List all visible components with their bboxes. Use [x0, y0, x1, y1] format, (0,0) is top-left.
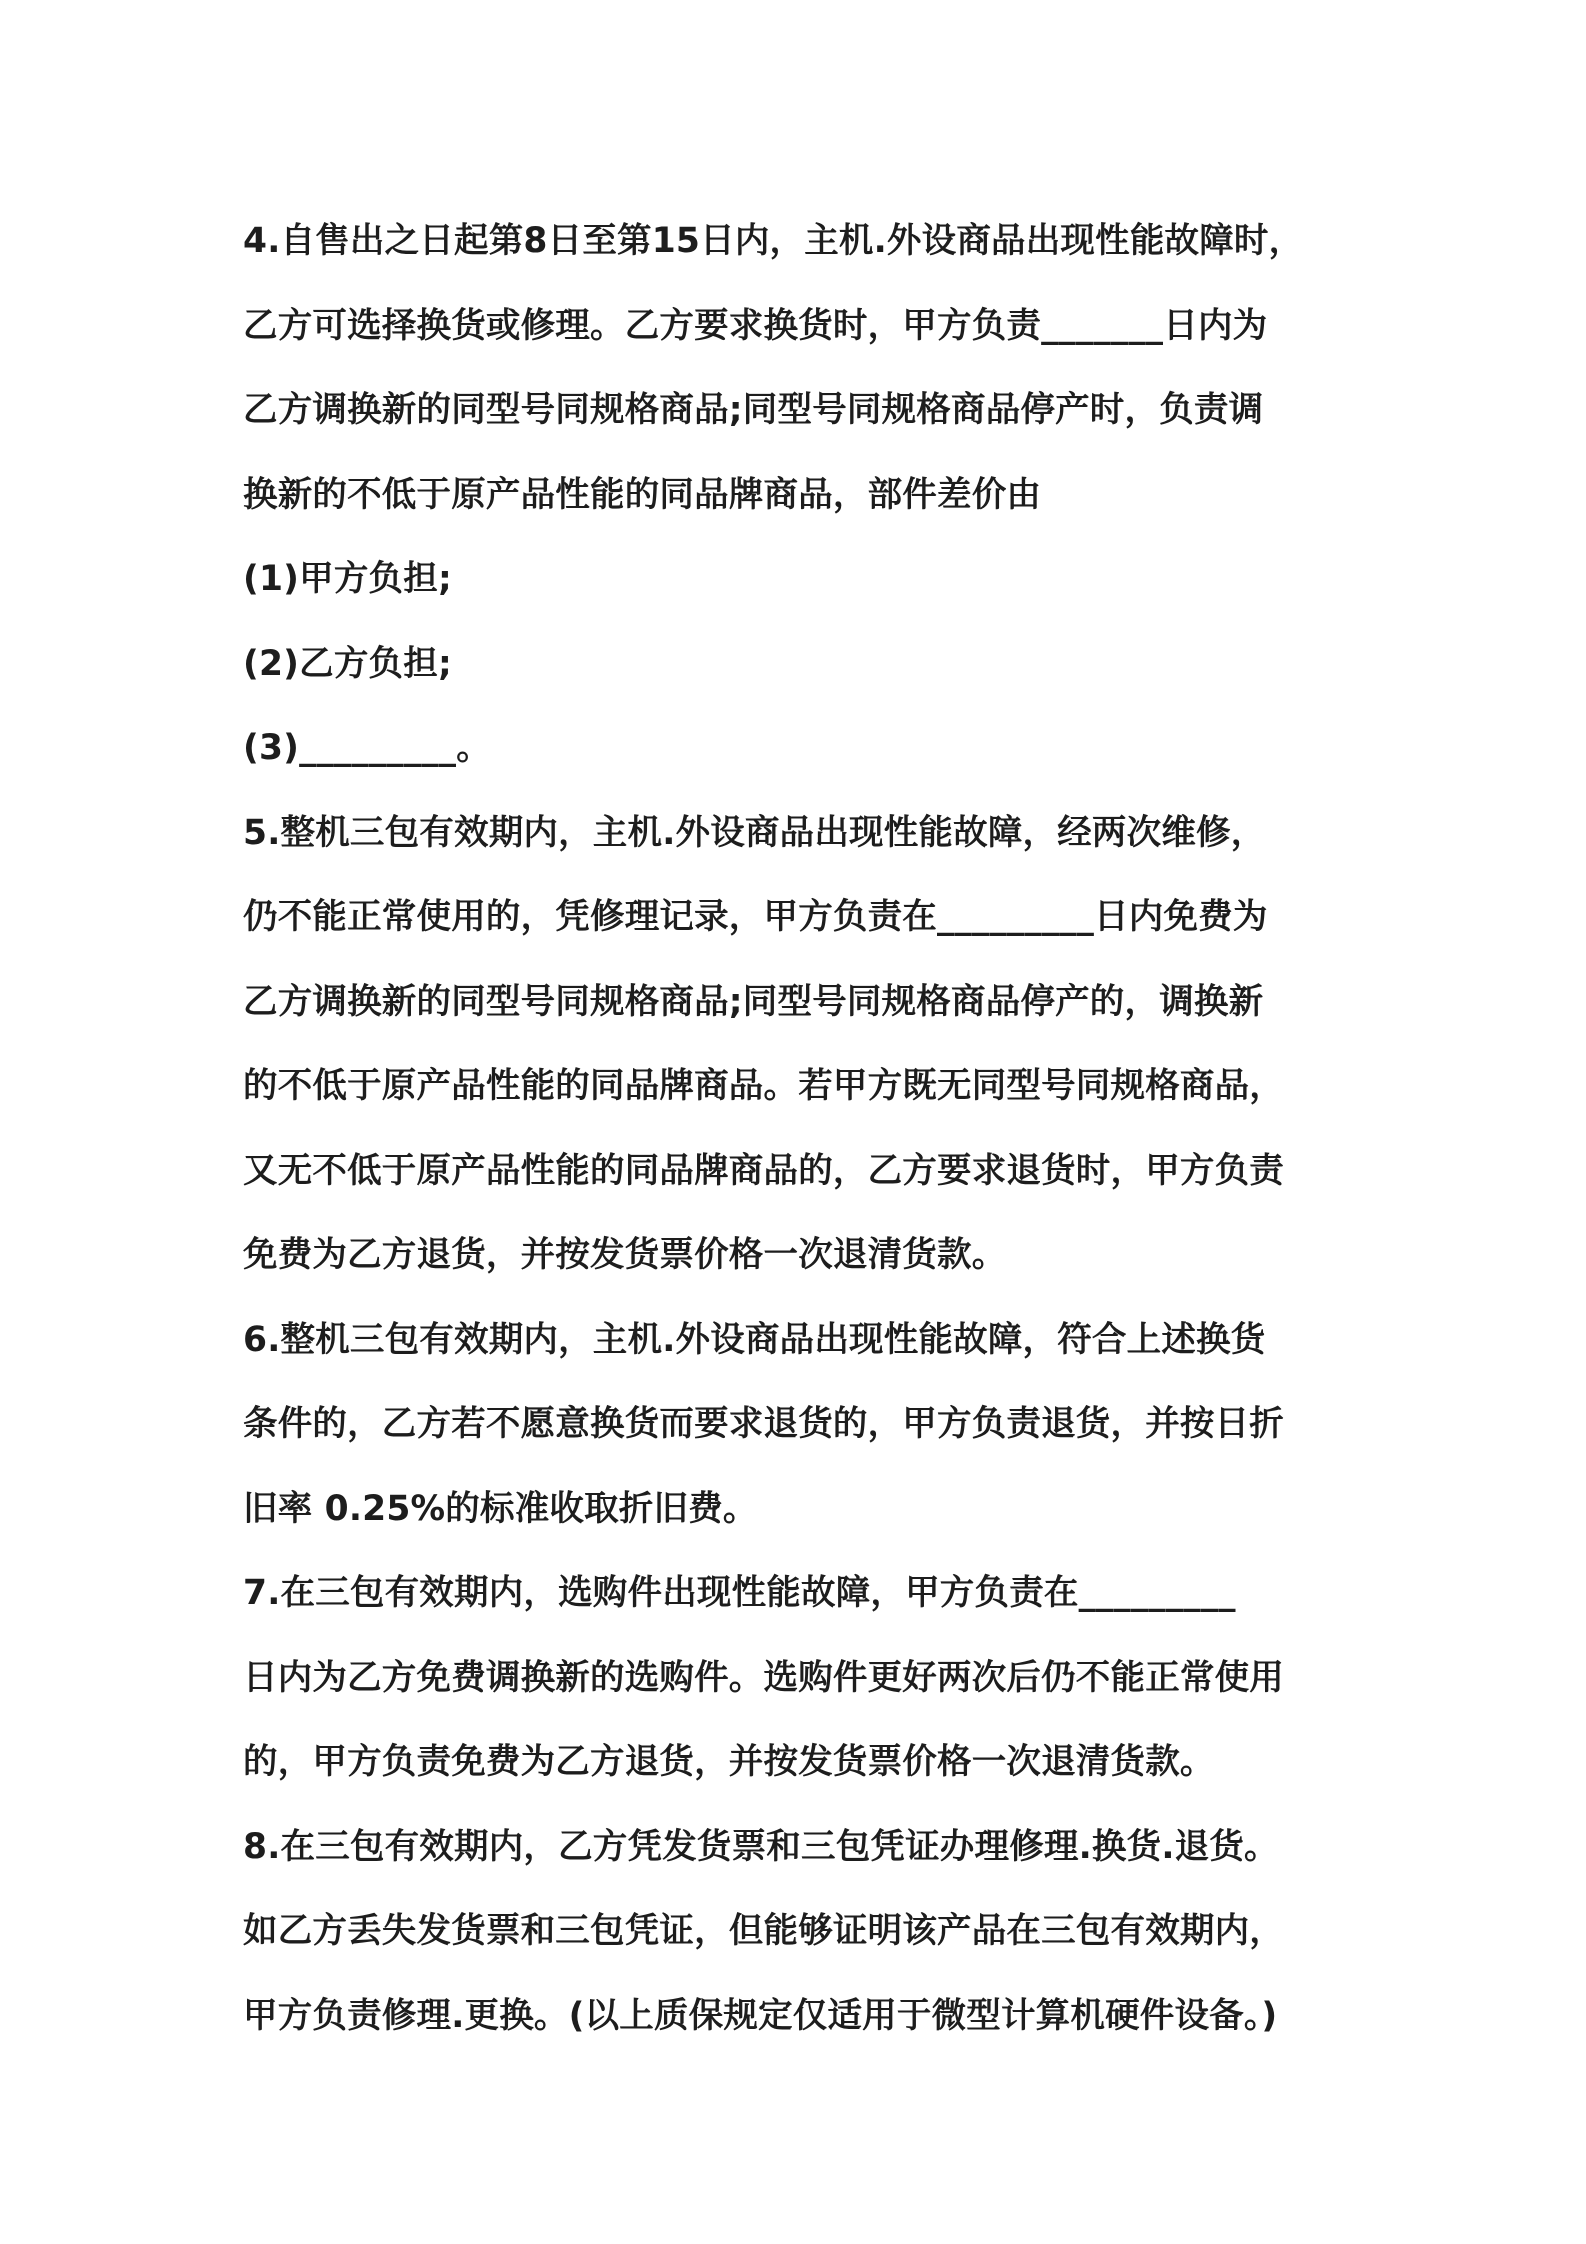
text-line: 又无不低于原产品性能的同品牌商品的，乙方要求退货时，甲方负责 — [243, 1150, 1284, 1191]
text-line: 条件的，乙方若不愿意换货而要求退货的，甲方负责退货，并按日折 — [243, 1404, 1284, 1444]
text-line: (3)_________。 — [243, 728, 491, 768]
text-line: 乙方调换新的同型号同规格商品;同型号同规格商品停产的，调换新 — [243, 981, 1264, 1022]
text-line: 甲方负责修理.更换。(以上质保规定仅适用于微型计算机硬件设备。) — [243, 1995, 1278, 2036]
text-line: 日内为乙方免费调换新的选购件。选购件更好两次后仍不能正常使用 — [243, 1657, 1284, 1698]
text-line: 的，甲方负责免费为乙方退货，并按发货票价格一次退清货款。 — [243, 1742, 1215, 1782]
text-line: 免费为乙方退货，并按发货票价格一次退清货款。 — [243, 1235, 1007, 1275]
text-line: 4.自售出之日起第8日至第15日内，主机.外设商品出现性能故障时， — [243, 221, 1304, 261]
text-line: 如乙方丢失发货票和三包凭证，但能够证明该产品在三包有效期内， — [243, 1911, 1284, 1951]
text-line: 乙方可选择换货或修理。乙方要求换货时，甲方负责_______日内为 — [243, 305, 1268, 346]
text-line: 换新的不低于原产品性能的同品牌商品，部件差价由 — [243, 474, 1042, 515]
text-line: 5.整机三包有效期内，主机.外设商品出现性能故障，经两次维修， — [243, 812, 1266, 853]
text-line: 的不低于原产品性能的同品牌商品。若甲方既无同型号同规格商品， — [243, 1066, 1284, 1106]
text-line: 仍不能正常使用的，凭修理记录，甲方负责在_________日内免费为 — [243, 897, 1268, 937]
text-line: (1)甲方负担; — [243, 559, 452, 599]
document-body — [243, 199, 1363, 2058]
text-line: 6.整机三包有效期内，主机.外设商品出现性能故障，符合上述换货 — [243, 1319, 1266, 1360]
text-line: 旧率 0.25%的标准收取折旧费。 — [243, 1488, 758, 1529]
text-line: 7.在三包有效期内，选购件出现性能故障，甲方负责在_________ — [243, 1573, 1236, 1613]
text-line: 8.在三包有效期内，乙方凭发货票和三包凭证办理修理.换货.退货。 — [243, 1826, 1279, 1867]
text-line: 乙方调换新的同型号同规格商品;同型号同规格商品停产时，负责调 — [243, 390, 1264, 430]
text-line: (2)乙方负担; — [243, 643, 452, 684]
